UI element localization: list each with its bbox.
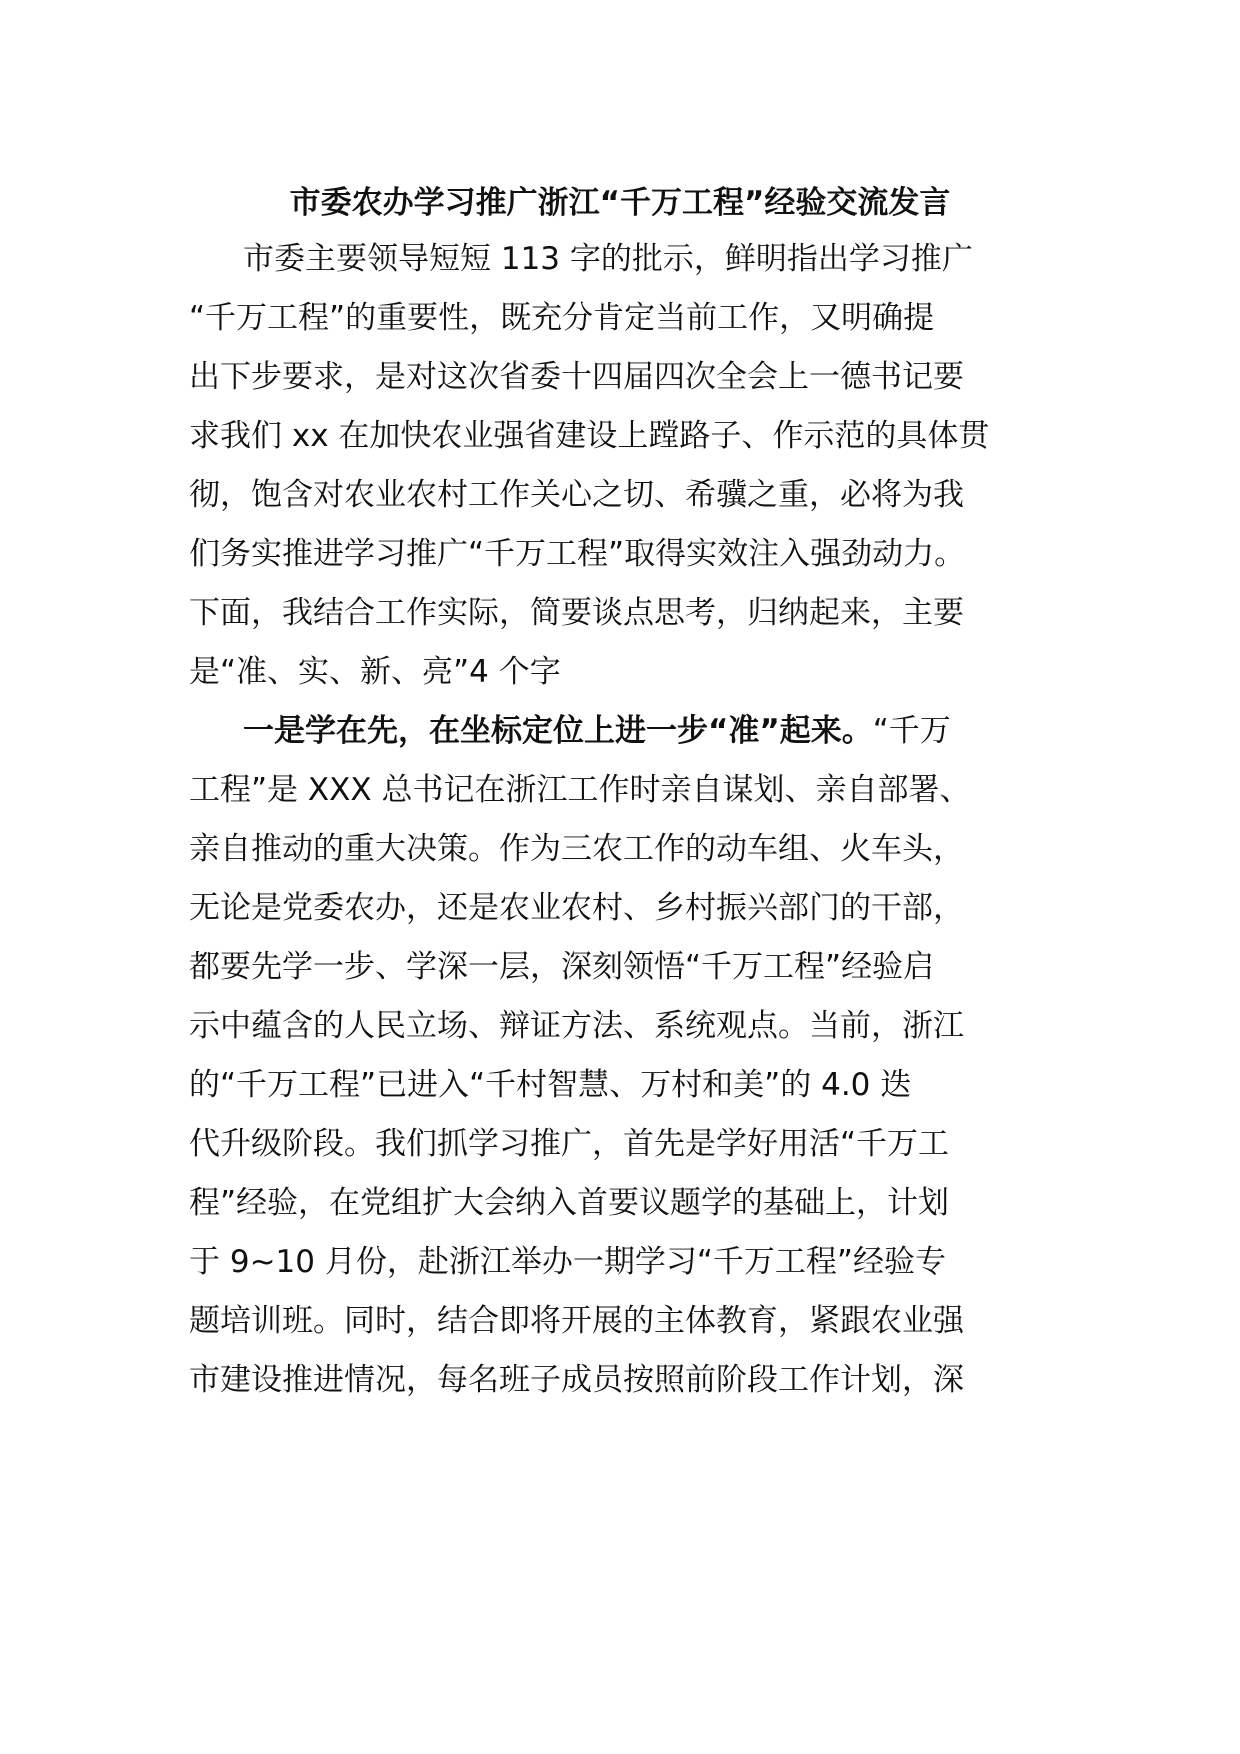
paragraph-1-line-1: 市委主要领导短短 113 字的批示，鲜明指出学习推广 (243, 241, 973, 277)
paragraph-2-line-8: 代升级阶段。我们抓学习推广，首先是学好用活“千万工 (189, 1126, 950, 1162)
paragraph-2-line-4: 无论是党委农办，还是农业农村、乡村振兴部门的干部， (189, 890, 964, 926)
paragraph-1-line-6: 们务实推进学习推广“千万工程”取得实效注入强劲动力。 (189, 536, 966, 572)
paragraph-2-line-10: 于 9~10 月份，赴浙江举办一期学习“千万工程”经验专 (189, 1244, 946, 1280)
paragraph-2-line-5: 都要先学一步、学深一层，深刻领悟“千万工程”经验启 (189, 949, 935, 985)
paragraph-1-line-3: 出下步要求，是对这次省委十四届四次全会上一德书记要 (189, 359, 964, 395)
paragraph-2-line-3: 亲自推动的重大决策。作为三农工作的动车组、火车头， (189, 831, 964, 867)
paragraph-2-line-6: 示中蕴含的人民立场、辩证方法、系统观点。当前，浙江 (189, 1008, 964, 1044)
paragraph-2-line-2: 工程”是 XXX 总书记在浙江工作时亲自谋划、亲自部署、 (189, 772, 971, 808)
paragraph-2-first-line-rest: “千万 (872, 713, 951, 749)
paragraph-1-line-2: “千万工程”的重要性，既充分肯定当前工作，又明确提 (189, 300, 935, 336)
paragraph-2-line-7: 的“千万工程”已进入“千村智慧、万村和美”的 4.0 迭 (189, 1067, 912, 1103)
paragraph-1-line-5: 彻，饱含对农业农村工作关心之切、希骥之重，必将为我 (189, 477, 964, 513)
paragraph-2-heading: 一是学在先，在坐标定位上进一步“准”起来。 (243, 713, 873, 749)
paragraph-2-line-12: 市建设推进情况，每名班子成员按照前阶段工作计划，深 (189, 1362, 964, 1398)
paragraph-1-line-4: 求我们 xx 在加快农业强省建设上蹚路子、作示范的具体贯 (189, 418, 990, 454)
document-title: 市委农办学习推广浙江“千万工程”经验交流发言 (289, 185, 951, 221)
paragraph-2-line-9: 程”经验，在党组扩大会纳入首要议题学的基础上，计划 (189, 1185, 950, 1221)
paragraph-1-line-8: 是“准、实、新、亮”4 个字 (189, 654, 561, 690)
paragraph-1-line-7: 下面，我结合工作实际，简要谈点思考，归纳起来，主要 (189, 595, 964, 631)
paragraph-2-line-1 (243, 706, 951, 756)
paragraph-2-line-11: 题培训班。同时，结合即将开展的主体教育，紧跟农业强 (189, 1303, 964, 1339)
